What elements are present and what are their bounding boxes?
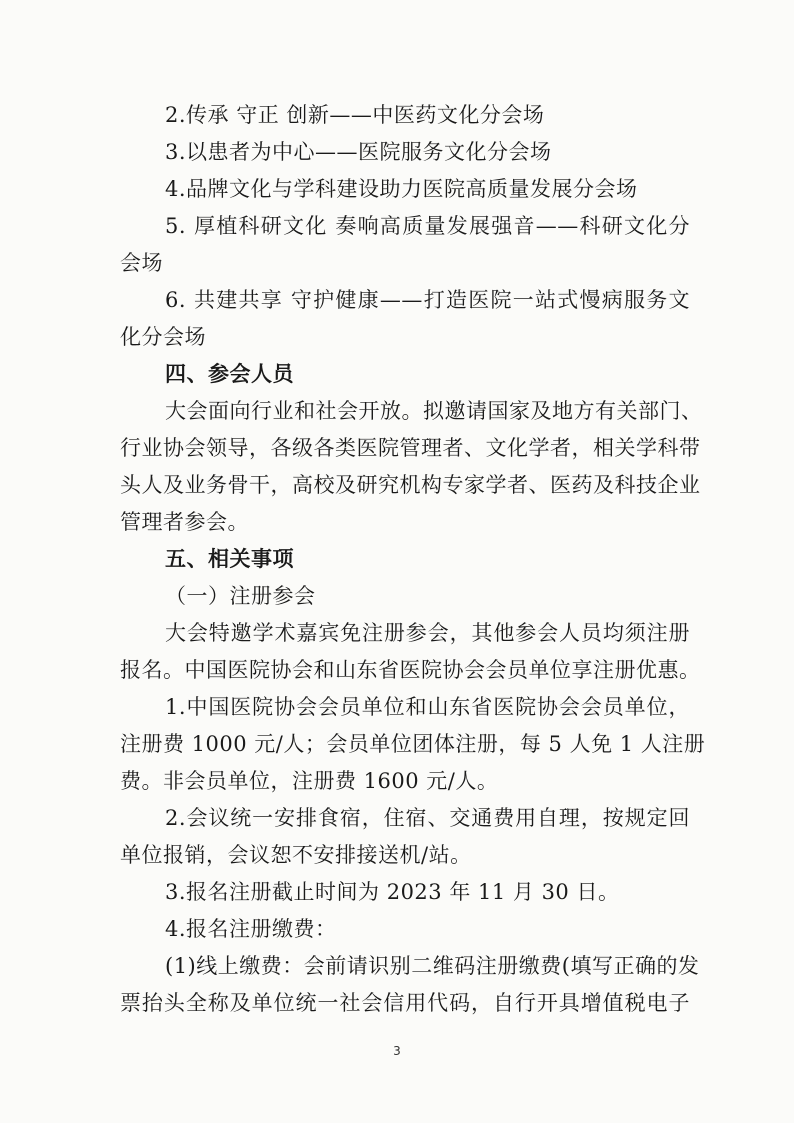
fee-item-1-line-2: 注册费 1000 元/人；会员单位团体注册，每 5 人免 1 人注册 [120,732,706,756]
fee-item-2-line-2: 单位报销，会议恕不安排接送机/站。 [120,843,472,867]
session-item-3: 3.以患者为中心——医院服务文化分会场 [165,140,552,164]
fee-item-1-line-1: 1.中国医院协会会员单位和山东省医院协会会员单位， [165,695,690,719]
participants-para-line-2: 行业协会领导，各级各类医院管理者、文化学者，相关学科带 [120,436,701,460]
section-heading-related-matters: 五、相关事项 [165,547,294,571]
fee-item-2-line-1: 2.会议统一安排食宿，住宿、交通费用自理，按规定回 [165,806,690,830]
subsection-heading-registration: （一）注册参会 [165,584,316,608]
session-item-2: 2.传承 守正 创新——中医药文化分会场 [165,103,545,127]
page-number: 3 [393,1044,401,1058]
fee-item-3: 3.报名注册截止时间为 2023 年 11 月 30 日。 [165,880,620,904]
session-item-6-line-1: 6. 共建共享 守护健康——打造医院一站式慢病服务文 [165,288,690,312]
participants-para-line-4: 管理者参会。 [120,510,249,534]
online-payment-line-2: 票抬头全称及单位统一社会信用代码，自行开具增值税电子 [120,991,690,1015]
session-item-5-line-1: 5. 厚植科研文化 奏响高质量发展强音——科研文化分 [165,214,690,238]
section-heading-participants: 四、参会人员 [165,362,294,386]
session-item-5-line-2: 会场 [120,251,163,275]
session-item-4: 4.品牌文化与学科建设助力医院高质量发展分会场 [165,177,638,201]
session-item-6-line-2: 化分会场 [120,325,206,349]
participants-para-line-1: 大会面向行业和社会开放。拟邀请国家及地方有关部门、 [165,399,703,423]
fee-item-4: 4.报名注册缴费： [165,917,337,941]
participants-para-line-3: 头人及业务骨干，高校及研究机构专家学者、医药及科技企业 [120,473,701,497]
registration-para-line-1: 大会特邀学术嘉宾免注册参会，其他参会人员均须注册 [165,621,690,645]
online-payment-line-1: (1)线上缴费：会前请识别二维码注册缴费(填写正确的发 [165,954,700,978]
fee-item-1-line-3: 费。非会员单位，注册费 1600 元/人。 [120,769,499,793]
registration-para-line-2: 报名。中国医院协会和山东省医院协会会员单位享注册优惠。 [120,658,701,682]
